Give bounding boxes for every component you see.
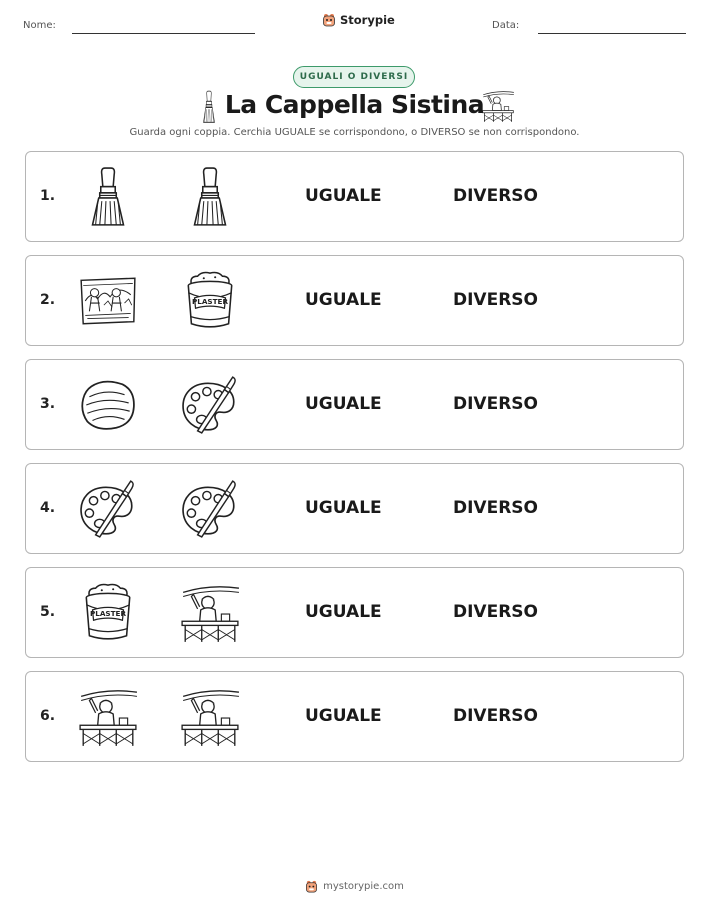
storypie-mascot-icon [322,13,336,27]
same-option[interactable]: UGUALE [305,290,382,310]
plaster-bucket-icon [179,270,241,332]
painter-on-scaffold-icon [481,88,515,124]
name-field-line[interactable] [72,33,255,34]
same-option[interactable]: UGUALE [305,186,382,206]
different-option[interactable]: DIVERSO [453,290,538,310]
exercise-row [25,567,684,658]
same-option[interactable]: UGUALE [305,602,382,622]
palette-icon [179,478,241,540]
paintbrush-icon [77,166,139,228]
different-option[interactable]: DIVERSO [453,498,538,518]
brand-logo [322,13,395,27]
exercise-number: 1. [40,188,56,204]
exercise-number: 5. [40,604,56,620]
different-option[interactable]: DIVERSO [453,394,538,414]
activity-type-badge: UGUALI O DIVERSI [293,66,415,88]
same-option[interactable]: UGUALE [305,394,382,414]
paintbrush-icon [179,166,241,228]
exercise-row [25,463,684,554]
painter-on-scaffold-icon [77,686,139,748]
plaster-label: PLASTER [89,609,127,619]
storypie-mascot-icon [305,880,318,893]
name-label: Nome: [23,20,56,31]
fresco-painting-icon [77,270,139,332]
exercise-row [25,255,684,346]
palette-icon [77,478,139,540]
footer-url: mystorypie.com [323,881,404,892]
exercise-row [25,671,684,762]
same-option[interactable]: UGUALE [305,498,382,518]
brand-name: Storypie [340,13,395,27]
different-option[interactable]: DIVERSO [453,706,538,726]
exercise-row [25,151,684,242]
different-option[interactable]: DIVERSO [453,602,538,622]
exercise-number: 4. [40,500,56,516]
exercise-number: 3. [40,396,56,412]
instructions: Guarda ogni coppia. Cerchia UGUALE se corrispondono, o DIVERSO se non corrispondono. [129,127,580,138]
painter-on-scaffold-icon [179,582,241,644]
date-label: Data: [492,20,520,31]
plaster-lump-icon [77,374,139,436]
exercise-row [25,359,684,450]
plaster-label: PLASTER [191,297,229,307]
palette-icon [179,374,241,436]
different-option[interactable]: DIVERSO [453,186,538,206]
footer [0,880,709,893]
exercise-number: 2. [40,292,56,308]
plaster-bucket-icon [77,582,139,644]
painter-on-scaffold-icon [179,686,241,748]
same-option[interactable]: UGUALE [305,706,382,726]
date-field-line[interactable] [538,33,686,34]
page-title: La Cappella Sistina [224,90,485,119]
exercise-number: 6. [40,708,56,724]
